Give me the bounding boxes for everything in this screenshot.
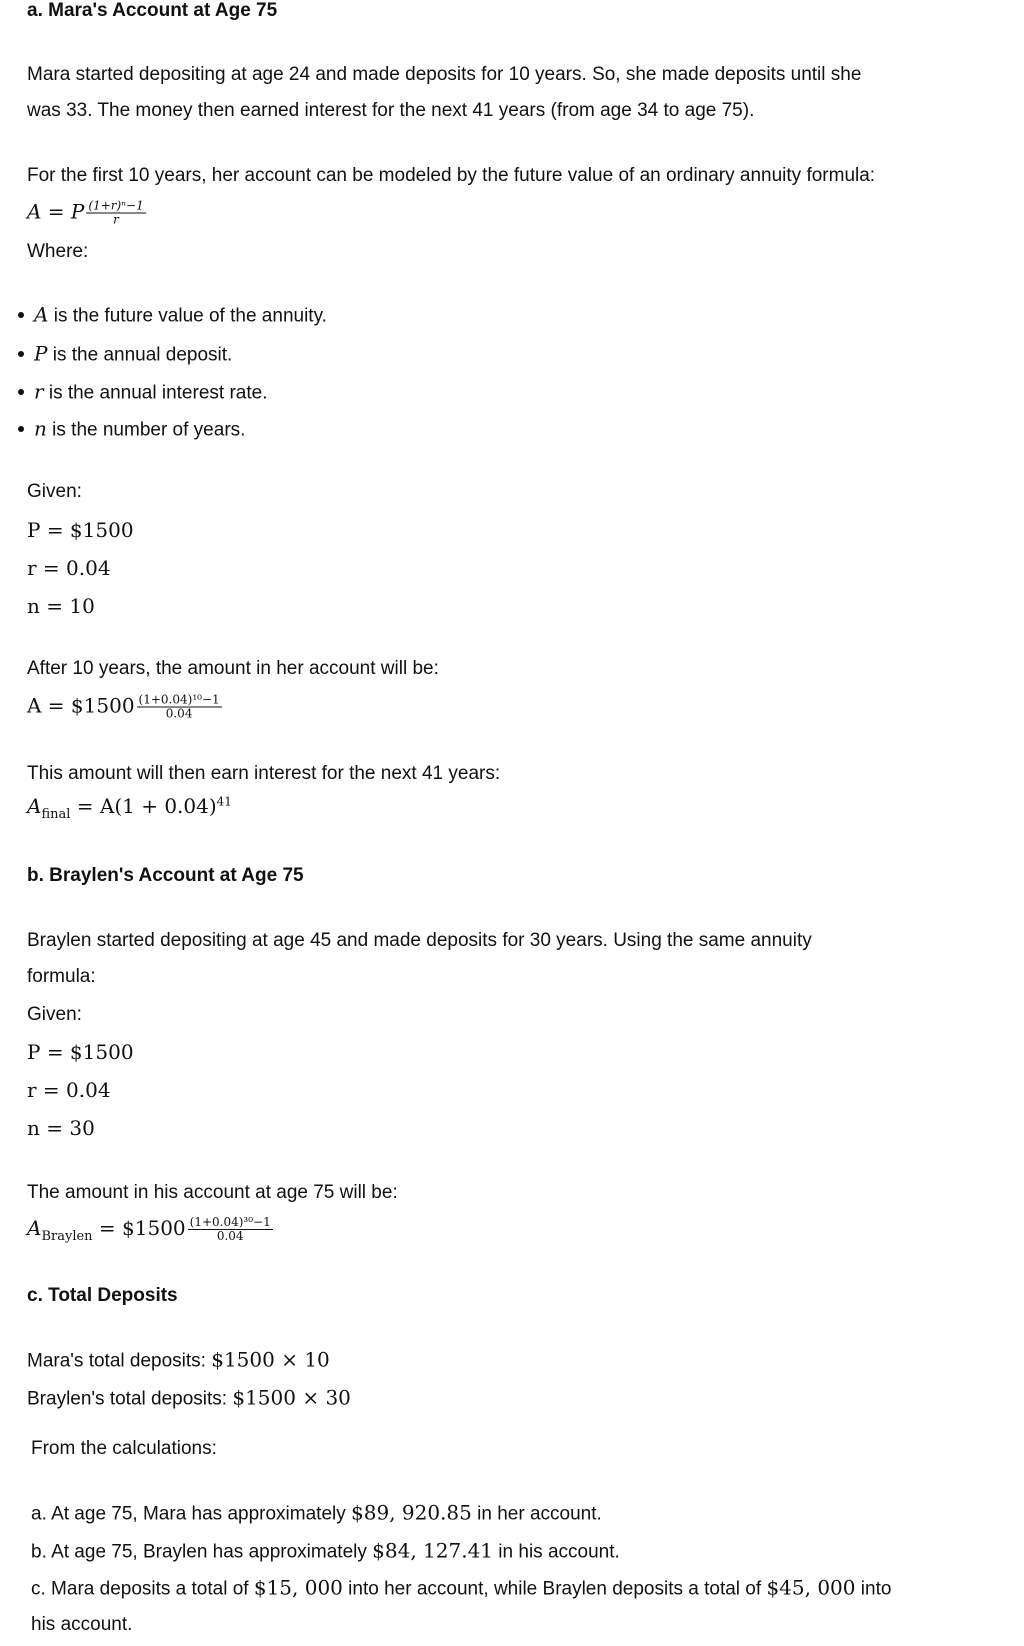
list-item: n is the number of years. — [34, 416, 246, 441]
paragraph: formula: — [27, 966, 96, 987]
paragraph: Braylen started depositing at age 45 and made deposits for 30 years. Using the same annuity — [27, 930, 812, 951]
given-value: r = 0.04 — [27, 556, 111, 580]
paragraph: was 33. The money then earned interest for the next 41 years (from age 34 to age 75). — [27, 100, 755, 121]
bullet-icon — [18, 312, 24, 318]
given-label: Given: — [27, 1004, 82, 1025]
calc-formula: A = $1500 $\frac{\text{(1+0.04)¹⁰−1}}{0.04}$ — [27, 692, 220, 721]
where-label: Where: — [27, 241, 89, 262]
summary-intro: From the calculations: — [31, 1438, 217, 1459]
bullet-icon — [18, 351, 24, 357]
mara-deposits: Mara's total deposits: $1500 × 10 — [27, 1347, 330, 1372]
paragraph: After 10 years, the amount in her account will be: — [27, 658, 439, 679]
denominator: r — [113, 212, 119, 227]
bullet-icon — [18, 389, 24, 395]
braylen-deposits: Braylen's total deposits: $1500 × 30 — [27, 1385, 351, 1410]
bullet-icon — [18, 426, 24, 432]
summary-a: a. At age 75, Mara has approximately $89, 920.85 in her account. — [31, 1500, 602, 1525]
given-value: P = $1500 — [27, 518, 134, 542]
summary-b: b. At age 75, Braylen has approximately $84, 127.41 in his account. — [31, 1538, 620, 1563]
paragraph: Mara started depositing at age 24 and made deposits for 10 years. So, she made deposits until she — [27, 64, 862, 85]
formula-lhs: A = P — [27, 199, 85, 224]
paragraph: The amount in his account at age 75 will be: — [27, 1182, 398, 1203]
list-item: P is the annual deposit. — [34, 341, 233, 366]
braylen-formula: $A_{Braylen}$ = $1500 $\frac{\text{(1+0.04)³⁰−1}}{0.04}$ — [27, 1215, 271, 1244]
given-value: n = 10 — [27, 594, 95, 618]
given-value: r = 0.04 — [27, 1078, 111, 1102]
section-b-heading: b. Braylen's Account at Age 75 — [27, 865, 304, 886]
section-a-heading: a. Mara's Account at Age 75 — [27, 0, 278, 21]
numerator: (1+r)ⁿ−1 — [88, 198, 144, 213]
final-formula: $A_{final} = A(1 + 0.04)^{41}$ — [27, 794, 232, 822]
summary-c-cont: his account. — [31, 1614, 133, 1635]
paragraph: For the first 10 years, her account can be modeled by the future value of an ordinary annuity formula: — [27, 165, 876, 186]
list-item: r is the annual interest rate. — [34, 379, 268, 404]
section-c-heading: c. Total Deposits — [27, 1285, 178, 1306]
given-value: n = 30 — [27, 1116, 95, 1140]
annuity-formula — [27, 200, 146, 227]
list-item: A is the future value of the annuity. — [34, 302, 327, 327]
given-label: Given: — [27, 481, 82, 502]
given-value: P = $1500 — [27, 1040, 134, 1064]
summary-c: c. Mara deposits a total of $15, 000 into her account, while Braylen deposits a total of $45, 000 into — [31, 1575, 892, 1600]
paragraph: This amount will then earn interest for the next 41 years: — [27, 763, 501, 784]
